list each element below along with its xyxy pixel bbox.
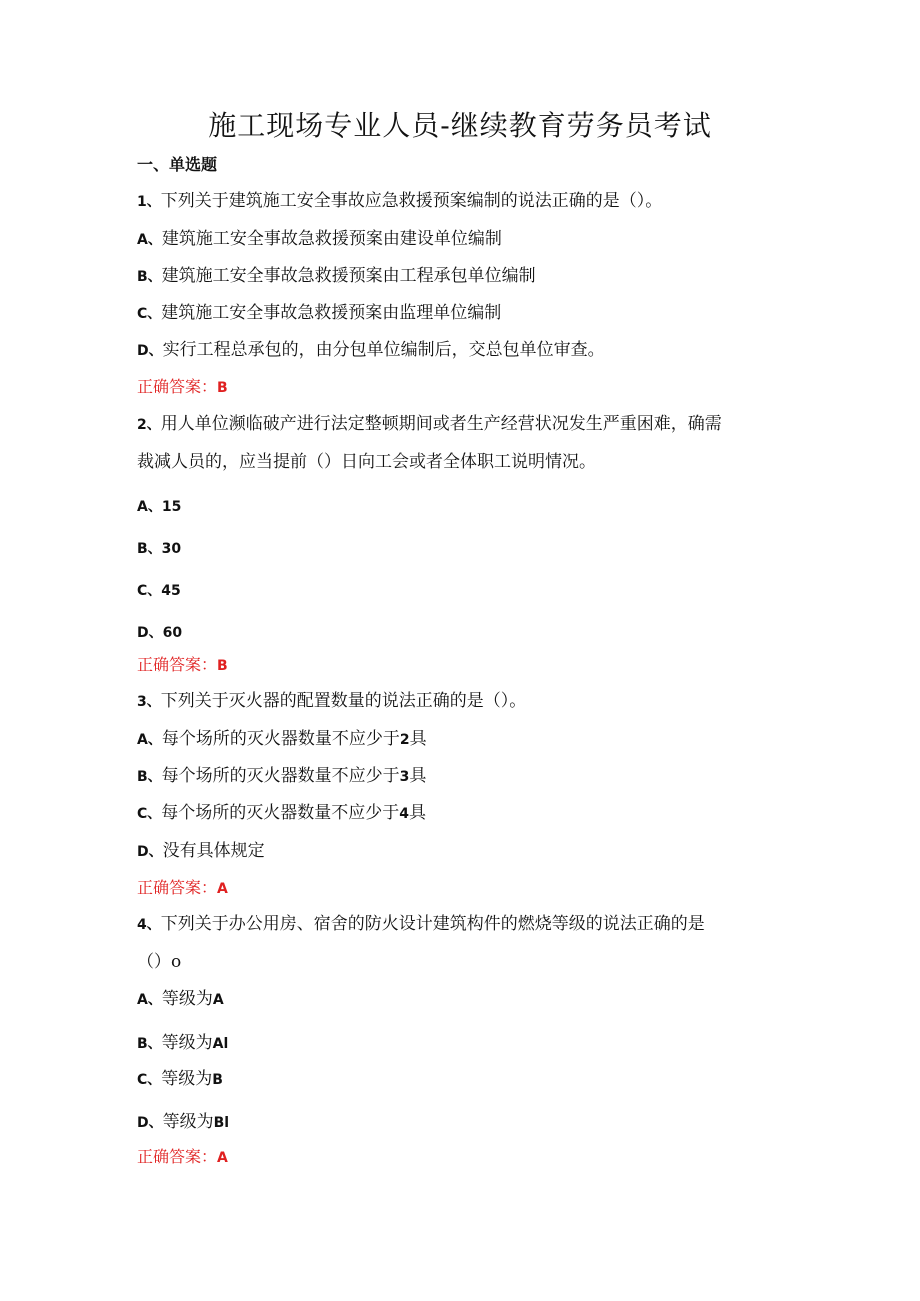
answer-1 [137, 376, 228, 399]
question-number: 1、 [137, 194, 161, 210]
option-text: 每个场所的灭火器数量不应少于 [161, 803, 400, 823]
option-letter: A、 [137, 232, 162, 248]
question-text: 下列关于灭火器的配置数量的说法正确的是（）。 [160, 691, 527, 711]
option-letter: D、 [137, 1115, 163, 1131]
question-number: 2、 [137, 417, 161, 433]
question-1 [137, 190, 662, 213]
question-2-continued: 裁减人员的，应当提前（）日向工会或者全体职工说明情况。 [137, 452, 596, 472]
option-letter: D、 [137, 343, 163, 359]
answer-4 [137, 1146, 228, 1169]
option-text: 60 [162, 625, 183, 641]
option-4d [137, 1111, 229, 1134]
section-heading: 一、单选题 [137, 155, 218, 174]
option-letter: C、 [137, 583, 162, 599]
option-number: B [212, 1072, 223, 1088]
option-suffix: 具 [409, 729, 427, 749]
option-letter: B、 [137, 1036, 162, 1052]
question-text: 用人单位濒临破产进行法定整顿期间或者生产经营状况发生严重困难，确需 [160, 414, 722, 434]
question-number: 3、 [137, 694, 161, 710]
option-3c [137, 802, 426, 825]
answer-label: 正确答案： [137, 878, 218, 897]
option-4c [137, 1068, 223, 1091]
option-text: 30 [161, 541, 182, 557]
option-text: 没有具体规定 [162, 841, 265, 861]
option-suffix: 具 [409, 803, 427, 823]
answer-value: A [217, 1150, 228, 1166]
option-letter: A、 [137, 499, 162, 515]
option-number: 4 [399, 806, 410, 822]
question-4-continued: （）o [137, 952, 182, 972]
question-4 [137, 913, 705, 936]
option-text: 等级为 [161, 989, 213, 1009]
option-text: 等级为 [161, 1033, 213, 1053]
option-letter: B、 [137, 769, 162, 785]
option-1d [137, 339, 605, 362]
option-letter: C、 [137, 306, 162, 322]
option-text: 建筑施工安全事故急救援预案由工程承包单位编制 [161, 266, 536, 286]
option-text: 实行工程总承包的，由分包单位编制后，交总包单位审查。 [162, 340, 605, 360]
option-text: 每个场所的灭火器数量不应少于 [161, 766, 400, 786]
option-text: 45 [161, 583, 181, 599]
option-number: 2 [399, 732, 410, 748]
option-3b [137, 765, 426, 788]
option-2a [137, 495, 181, 518]
question-text: 下列关于建筑施工安全事故应急救援预案编制的说法正确的是（）。 [160, 191, 663, 211]
question-number: 4、 [137, 917, 161, 933]
answer-label: 正确答案： [137, 377, 218, 396]
option-1a [137, 228, 502, 251]
option-text: 每个场所的灭火器数量不应少于 [161, 729, 400, 749]
option-text: 等级为 [161, 1069, 213, 1089]
option-letter: D、 [137, 625, 163, 641]
option-3a [137, 728, 427, 751]
option-letter: C、 [137, 1072, 162, 1088]
option-text: 15 [161, 499, 182, 515]
option-letter: D、 [137, 844, 163, 860]
option-2d [137, 621, 182, 644]
option-2c [137, 579, 181, 602]
answer-label: 正确答案： [137, 655, 218, 674]
option-2b [137, 537, 181, 560]
option-letter: C、 [137, 806, 162, 822]
option-number: Bl [213, 1115, 230, 1131]
option-letter: B、 [137, 269, 162, 285]
question-text: 下列关于办公用房、宿舍的防火设计建筑构件的燃烧等级的说法正确的是 [160, 914, 705, 934]
option-text: 建筑施工安全事故急救援预案由建设单位编制 [161, 229, 502, 249]
option-suffix: 具 [409, 766, 427, 786]
question-2 [137, 413, 722, 436]
answer-label: 正确答案： [137, 1147, 218, 1166]
question-3 [137, 690, 526, 713]
answer-3 [137, 877, 228, 900]
page-title: 施工现场专业人员-继续教育劳务员考试 [208, 109, 712, 142]
option-4b [137, 1032, 228, 1055]
option-number: 3 [399, 769, 410, 785]
option-letter: B、 [137, 541, 162, 557]
option-number: Al [212, 1036, 229, 1052]
option-1c [137, 302, 501, 325]
option-letter: A、 [137, 732, 162, 748]
option-text: 建筑施工安全事故急救援预案由监理单位编制 [161, 303, 502, 323]
option-4a [137, 988, 224, 1011]
option-1b [137, 265, 536, 288]
option-number: A [212, 992, 224, 1008]
answer-value: A [217, 881, 228, 897]
option-letter: A、 [137, 992, 162, 1008]
option-text: 等级为 [162, 1112, 214, 1132]
answer-value: B [217, 658, 228, 674]
option-3d [137, 840, 265, 863]
answer-value: B [217, 380, 228, 396]
answer-2 [137, 654, 228, 677]
